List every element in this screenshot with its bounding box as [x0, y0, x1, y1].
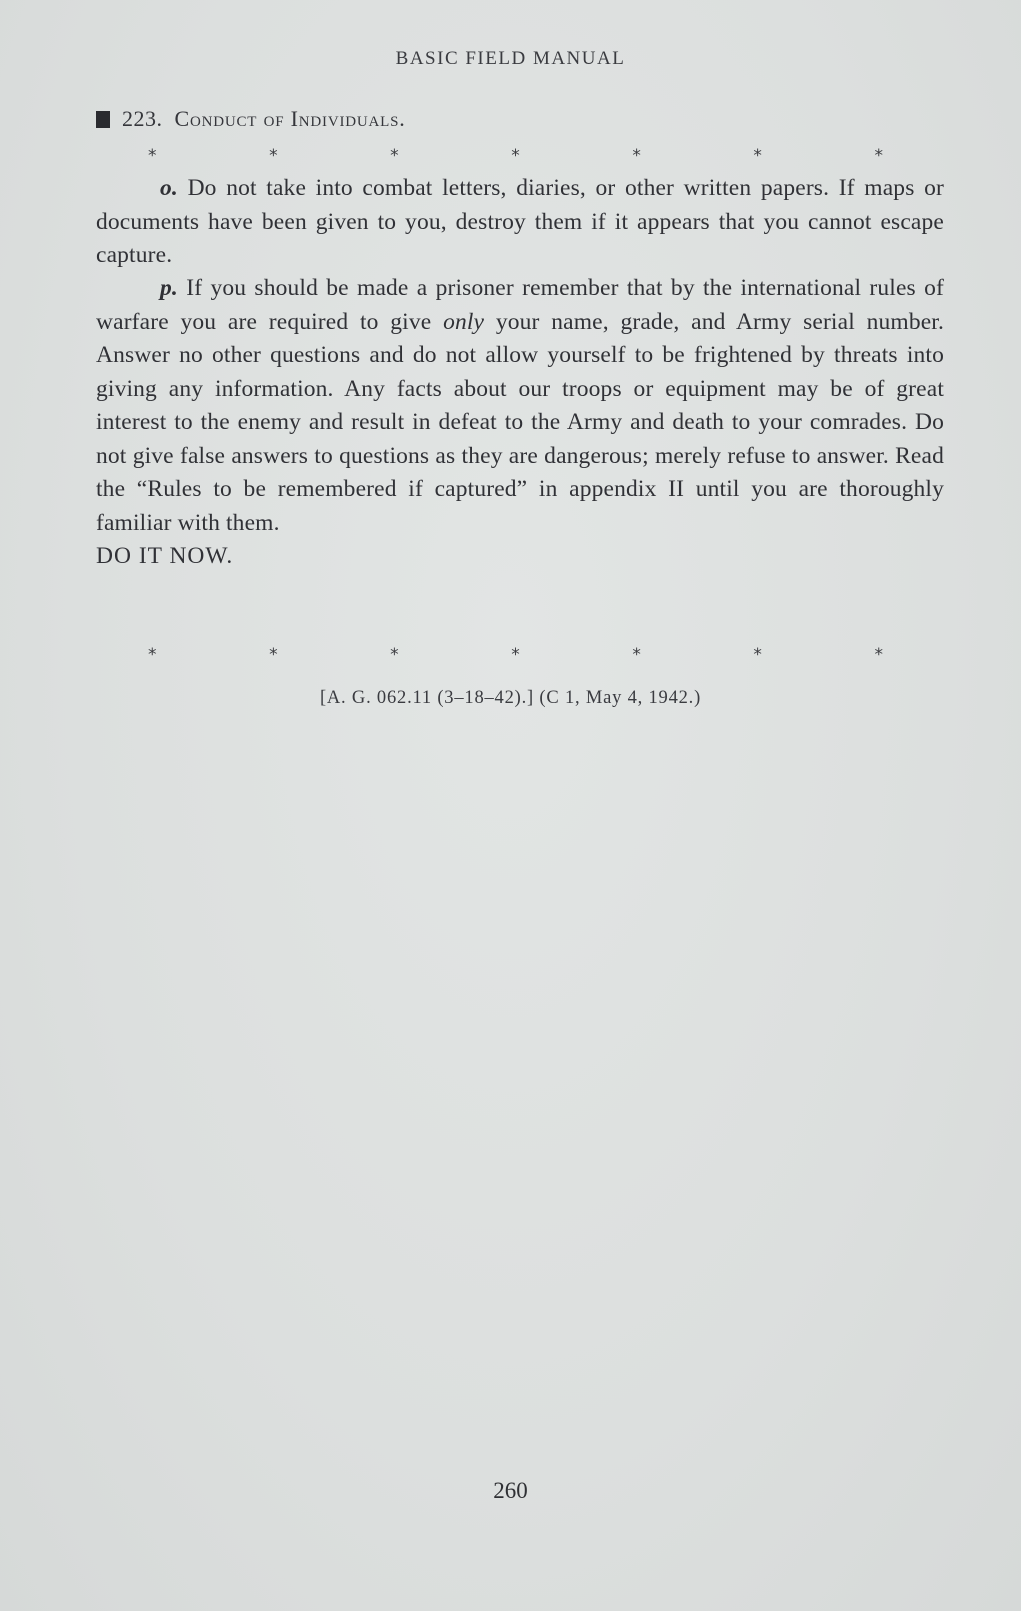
separator-asterisk: *: [269, 645, 278, 665]
separator-asterisk: *: [632, 645, 641, 665]
section-heading: [96, 106, 406, 132]
separator-asterisk: *: [632, 146, 641, 166]
paragraph-text-continued: your name, grade, and Army serial number. Answer no other questions and do not allow yourself to be frightened by threats into giving any information. Any facts about our troops or equipment may be of great interest to the enemy and result in defeat to the Army and death to your comrades. Do not give false answers to questions as they are dangerous; merely refuse to answer. Read the “Rules to be remembered if captured” in appendix II until you are thoroughly familiar with them.: [96, 308, 944, 536]
separator-bottom: [148, 645, 883, 665]
paragraph-text: Do not take into combat letters, diaries, or other written papers. If maps or documents have been given to you, destroy them if it appears that you cannot escape capture.: [96, 175, 944, 268]
separator-asterisk: *: [511, 645, 520, 665]
separator-asterisk: *: [511, 146, 520, 166]
citation: [A. G. 062.11 (3–18–42).] (C 1, May 4, 1942.): [319, 688, 702, 708]
closing-instruction: DO IT NOW.: [96, 543, 234, 569]
separator-asterisk: *: [874, 146, 883, 166]
section-mark-icon: [96, 111, 110, 128]
separator-top: [148, 146, 883, 166]
paragraph-letter: p.: [160, 275, 178, 301]
section-title: Conduct of Individuals.: [174, 106, 406, 131]
paragraph-o: [96, 172, 944, 273]
page-number: 260: [493, 1478, 528, 1503]
separator-asterisk: *: [269, 146, 278, 166]
separator-asterisk: *: [874, 645, 883, 665]
paragraph-p: [96, 272, 944, 574]
separator-asterisk: *: [390, 645, 399, 665]
emphasized-word: only: [443, 308, 485, 335]
paragraph-text: If you should be made a prisoner remember that by the international rules of warfare you are required to give: [96, 275, 944, 335]
separator-asterisk: *: [753, 645, 762, 665]
paragraph-letter: o.: [160, 175, 178, 201]
separator-asterisk: *: [753, 146, 762, 166]
running-head: BASIC FIELD MANUAL: [395, 48, 626, 69]
section-number: 223.: [122, 106, 163, 131]
separator-asterisk: *: [390, 146, 399, 166]
separator-asterisk: *: [148, 645, 157, 665]
separator-asterisk: *: [148, 146, 157, 166]
